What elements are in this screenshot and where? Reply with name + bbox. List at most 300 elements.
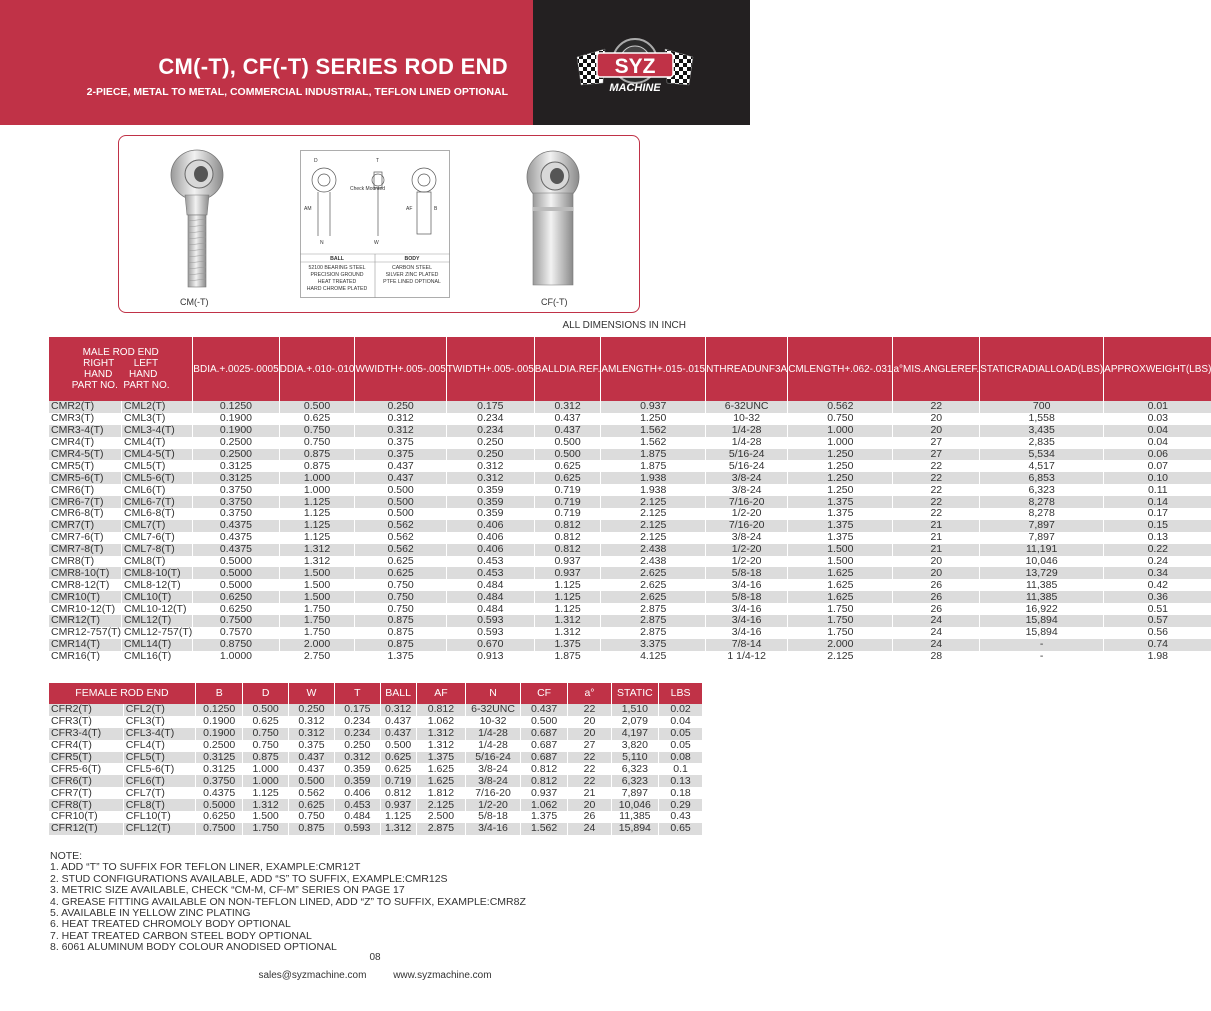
table-cell: 1/2-20 (706, 508, 788, 520)
table-cell: 0.1250 (195, 704, 242, 716)
table-cell: 11,385 (980, 579, 1104, 591)
table-cell: 2.125 (601, 532, 706, 544)
table-cell: 0.812 (416, 704, 466, 716)
table-cell: 0.01 (1104, 401, 1211, 413)
table-cell: 24 (893, 627, 980, 639)
table-cell: 0.875 (279, 460, 355, 472)
table-cell: 2,835 (980, 437, 1104, 449)
table-cell: CFL3(T) (123, 716, 195, 728)
col-header: AF (416, 683, 466, 704)
table-cell: CMR12(T) (49, 615, 122, 627)
table-cell: 3/4-16 (466, 823, 521, 835)
table-cell: 1/4-28 (466, 740, 521, 752)
table-row (49, 787, 702, 799)
male-rod-end-table (49, 337, 1211, 663)
table-cell: CML12(T) (122, 615, 193, 627)
table-row (49, 484, 1211, 496)
table-cell: 27 (568, 740, 611, 752)
table-cell: 0.875 (355, 627, 446, 639)
table-cell: 22 (568, 752, 611, 764)
table-row (49, 775, 702, 787)
table-cell: CFR12(T) (49, 823, 123, 835)
table-cell: CML7(T) (122, 520, 193, 532)
table-cell: 2.750 (279, 651, 355, 663)
part-no-label: PART NO. (71, 380, 118, 391)
table-cell: 22 (893, 496, 980, 508)
note-item: 7. HEAT TREATED CARBON STEEL BODY OPTIONAL (50, 929, 312, 942)
table-cell: 1.250 (788, 460, 893, 472)
table-cell: 0.65 (659, 823, 702, 835)
table-cell: 20 (568, 799, 611, 811)
table-cell: CFR5-6(T) (49, 763, 123, 775)
table-cell: 22 (893, 460, 980, 472)
table-cell: 0.875 (279, 449, 355, 461)
table-cell: CMR14(T) (49, 639, 122, 651)
table-row (49, 579, 1211, 591)
table-cell: 7/8-14 (706, 639, 788, 651)
table-cell: CML5-6(T) (122, 472, 193, 484)
table-cell: 1.375 (788, 520, 893, 532)
table-cell: 1.500 (788, 556, 893, 568)
footer-website[interactable]: www.syzmachine.com (393, 970, 492, 981)
table-cell: 1.250 (601, 413, 706, 425)
table-cell: 8,278 (980, 508, 1104, 520)
table-cell: CML5(T) (122, 460, 193, 472)
table-row (49, 639, 1211, 651)
dim-check-mounted: Check Mounted (350, 186, 386, 192)
table-cell: 6,323 (611, 763, 658, 775)
table-cell: 1.125 (534, 579, 601, 591)
table-cell: 0.250 (335, 740, 380, 752)
table-cell: 0.175 (446, 401, 534, 413)
table-cell: 0.312 (355, 413, 446, 425)
female-rod-end-image (523, 147, 583, 293)
table-row (49, 763, 702, 775)
table-cell: 1.062 (520, 799, 567, 811)
page-number: 08 (369, 952, 381, 963)
table-cell: 3,820 (611, 740, 658, 752)
table-cell: 1.125 (534, 591, 601, 603)
table-cell: 1.500 (279, 579, 355, 591)
table-cell: 0.625 (534, 472, 601, 484)
dim-am: AM (304, 206, 312, 212)
table-cell: 0.406 (446, 532, 534, 544)
table-cell: 0.812 (380, 787, 416, 799)
table-cell: 0.1900 (195, 728, 242, 740)
table-cell: 0.719 (534, 496, 601, 508)
table-row (49, 627, 1211, 639)
table-cell: 1.375 (520, 811, 567, 823)
table-cell: CFL10(T) (123, 811, 195, 823)
table-cell: 0.453 (446, 556, 534, 568)
table-cell: 5/8-18 (706, 567, 788, 579)
table-cell: 0.250 (446, 437, 534, 449)
hand-label: HAND (83, 369, 113, 380)
table-cell: CML6-7(T) (122, 496, 193, 508)
table-cell: 0.05 (659, 728, 702, 740)
table-cell: 2.875 (601, 627, 706, 639)
table-cell: 0.437 (355, 472, 446, 484)
table-cell: 15,894 (611, 823, 658, 835)
table-cell: 1.125 (534, 603, 601, 615)
table-row (49, 532, 1211, 544)
table-cell: 0.562 (788, 401, 893, 413)
table-cell: 1.0000 (193, 651, 279, 663)
table-cell: 0.312 (446, 460, 534, 472)
ball-heading: BALL (330, 256, 344, 262)
table-cell: 10,046 (611, 799, 658, 811)
table-cell: CMR2(T) (49, 401, 122, 413)
table-cell: 0.3125 (195, 763, 242, 775)
table-row (49, 472, 1211, 484)
table-cell: 0.250 (446, 449, 534, 461)
table-cell: 0.3125 (193, 472, 279, 484)
table-cell: 0.812 (520, 775, 567, 787)
table-cell: 0.14 (1104, 496, 1211, 508)
table-cell: 0.5000 (193, 567, 279, 579)
table-cell: 0.875 (243, 752, 288, 764)
table-cell: 1.312 (279, 544, 355, 556)
table-cell: CMR4(T) (49, 437, 122, 449)
table-cell: 0.359 (446, 496, 534, 508)
col-header: WWIDTH+.005-.005 (355, 337, 446, 401)
table-cell: 2.500 (416, 811, 466, 823)
table-cell: 0.51 (1104, 603, 1211, 615)
table-cell: - (980, 639, 1104, 651)
table-cell: 1.125 (279, 496, 355, 508)
table-cell: 0.625 (380, 752, 416, 764)
col-header: TWIDTH+.005-.005 (446, 337, 534, 401)
table-cell: 26 (893, 603, 980, 615)
table-row (49, 508, 1211, 520)
table-cell: 0.437 (380, 716, 416, 728)
table-row (49, 716, 702, 728)
col-header: DDIA.+.010-.010 (279, 337, 355, 401)
table-cell: 0.1900 (193, 413, 279, 425)
table-cell: 3/4-16 (706, 627, 788, 639)
table-cell: 2.875 (601, 603, 706, 615)
table-cell: 3/8-24 (706, 532, 788, 544)
table-cell: 13,729 (980, 567, 1104, 579)
col-header: a°MIS.ANGLEREF. (893, 337, 980, 401)
table-cell: 0.500 (279, 401, 355, 413)
col-header: CF (520, 683, 567, 704)
table-cell: 0.750 (355, 603, 446, 615)
table-cell: 0.3125 (195, 752, 242, 764)
table-cell: 0.406 (335, 787, 380, 799)
col-header: NTHREADUNF3A (706, 337, 788, 401)
table-cell: 0.484 (446, 603, 534, 615)
col-header: W (288, 683, 334, 704)
table-cell: 0.937 (380, 799, 416, 811)
table-cell: CMR6(T) (49, 484, 122, 496)
female-header-row (49, 683, 702, 704)
table-cell: CML10-12(T) (122, 603, 193, 615)
table-cell: 5/16-24 (466, 752, 521, 764)
table-cell: 4,517 (980, 460, 1104, 472)
table-cell: 0.3750 (195, 775, 242, 787)
table-cell: CMR6-8(T) (49, 508, 122, 520)
table-cell: 0.437 (380, 728, 416, 740)
table-cell: 5/8-18 (466, 811, 521, 823)
table-row (49, 740, 702, 752)
table-cell: 0.625 (279, 413, 355, 425)
table-cell: 1.500 (788, 544, 893, 556)
table-cell: 0.812 (534, 520, 601, 532)
table-row (49, 823, 702, 835)
table-cell: 3,435 (980, 425, 1104, 437)
table-row (49, 520, 1211, 532)
table-cell: 0.312 (355, 425, 446, 437)
table-cell: 0.500 (355, 508, 446, 520)
table-cell: 1.250 (788, 449, 893, 461)
table-cell: 26 (893, 579, 980, 591)
table-cell: 0.43 (659, 811, 702, 823)
table-cell: 1.875 (534, 651, 601, 663)
table-cell: 0.625 (380, 763, 416, 775)
table-cell: 0.4375 (193, 544, 279, 556)
table-cell: 1 1/4-12 (706, 651, 788, 663)
table-cell: 1.125 (279, 520, 355, 532)
table-cell: 1.312 (279, 556, 355, 568)
male-table-body (49, 401, 1211, 663)
table-cell: CFL12(T) (123, 823, 195, 835)
table-cell: 0.312 (288, 716, 334, 728)
table-cell: 0.687 (520, 728, 567, 740)
table-cell: CML8(T) (122, 556, 193, 568)
dim-b: B (434, 206, 438, 212)
table-cell: 8,278 (980, 496, 1104, 508)
table-row (49, 704, 702, 716)
table-cell: 0.7500 (193, 615, 279, 627)
table-cell: 1,510 (611, 704, 658, 716)
table-cell: 0.5000 (195, 799, 242, 811)
table-cell: 1.125 (380, 811, 416, 823)
part-no-label: PART NO. (123, 380, 170, 391)
table-cell: 20 (893, 556, 980, 568)
table-cell: 21 (893, 520, 980, 532)
table-cell: CML6-8(T) (122, 508, 193, 520)
table-cell: 0.484 (446, 579, 534, 591)
table-cell: 1.625 (788, 591, 893, 603)
table-cell: 0.234 (335, 716, 380, 728)
table-cell: 2.625 (601, 567, 706, 579)
table-cell: 0.10 (1104, 472, 1211, 484)
table-cell: 3/8-24 (466, 763, 521, 775)
table-row (49, 799, 702, 811)
table-cell: CFR2(T) (49, 704, 123, 716)
col-header: CMLENGTH+.062-.031 (788, 337, 893, 401)
table-cell: 0.36 (1104, 591, 1211, 603)
table-cell: 0.750 (279, 437, 355, 449)
table-cell: CMR5(T) (49, 460, 122, 472)
table-cell: 7/16-20 (466, 787, 521, 799)
table-cell: 1.375 (534, 639, 601, 651)
table-cell: 0.437 (534, 425, 601, 437)
table-cell: 0.4375 (193, 532, 279, 544)
table-cell: 0.08 (659, 752, 702, 764)
table-cell: 2.125 (416, 799, 466, 811)
table-cell: 1/2-20 (706, 556, 788, 568)
table-cell: 0.562 (355, 520, 446, 532)
table-cell: 0.687 (520, 740, 567, 752)
table-cell: 1.98 (1104, 651, 1211, 663)
table-cell: CMR3(T) (49, 413, 122, 425)
body-heading: BODY (404, 256, 420, 262)
table-cell: 11,385 (980, 591, 1104, 603)
table-cell: CML3-4(T) (122, 425, 193, 437)
table-cell: 10-32 (706, 413, 788, 425)
table-cell: 0.484 (446, 591, 534, 603)
table-cell: 0.500 (355, 484, 446, 496)
table-cell: 7/16-20 (706, 496, 788, 508)
table-cell: 5,534 (980, 449, 1104, 461)
table-cell: 0.375 (288, 740, 334, 752)
table-cell: 0.359 (335, 775, 380, 787)
table-row (49, 728, 702, 740)
table-cell: 2.000 (788, 639, 893, 651)
table-cell: 0.175 (335, 704, 380, 716)
dimensions-note: ALL DIMENSIONS IN INCH (562, 320, 686, 331)
table-cell: CFR3-4(T) (49, 728, 123, 740)
table-cell: 1.500 (279, 591, 355, 603)
table-cell: 0.750 (243, 728, 288, 740)
table-cell: 0.04 (1104, 425, 1211, 437)
table-cell: 0.670 (446, 639, 534, 651)
table-cell: 20 (568, 728, 611, 740)
table-cell: CMR5-6(T) (49, 472, 122, 484)
male-header-row (49, 337, 1211, 401)
table-cell: 1.312 (416, 740, 466, 752)
female-table-body (49, 704, 702, 835)
table-cell: 0.1 (659, 763, 702, 775)
table-cell: 0.562 (355, 544, 446, 556)
table-cell: 1.938 (601, 472, 706, 484)
table-cell: 24 (893, 615, 980, 627)
table-cell: 0.6250 (195, 811, 242, 823)
body-line: SILVER ZINC PLATED (385, 272, 439, 278)
table-cell: 0.312 (446, 472, 534, 484)
ball-line: 52100 BEARING STEEL (308, 265, 366, 271)
table-cell: 1.375 (788, 532, 893, 544)
table-cell: 24 (893, 639, 980, 651)
table-cell: CFR5(T) (49, 752, 123, 764)
table-cell: 2.875 (416, 823, 466, 835)
table-cell: 0.913 (446, 651, 534, 663)
table-cell: 2.125 (788, 651, 893, 663)
table-cell: 15,894 (980, 615, 1104, 627)
table-cell: 0.625 (534, 460, 601, 472)
table-cell: 3/4-16 (706, 603, 788, 615)
table-row (49, 496, 1211, 508)
table-cell: 0.453 (446, 567, 534, 579)
table-cell: 0.15 (1104, 520, 1211, 532)
table-cell: 1.312 (380, 823, 416, 835)
col-header: LBS (659, 683, 702, 704)
table-row (49, 460, 1211, 472)
footer-email[interactable]: sales@syzmachine.com (258, 970, 367, 981)
table-cell: 1.750 (279, 615, 355, 627)
table-cell: 0.7500 (195, 823, 242, 835)
table-row (49, 401, 1211, 413)
table-cell: 22 (568, 763, 611, 775)
table-cell: 0.05 (659, 740, 702, 752)
col-header: BDIA.+.0025-.0005 (193, 337, 279, 401)
table-cell: 1.000 (243, 775, 288, 787)
note-item: 6. HEAT TREATED CHROMOLY BODY OPTIONAL (50, 918, 291, 931)
male-rod-end-image (163, 145, 231, 293)
note-item: 5. AVAILABLE IN YELLOW ZINC PLATING (50, 907, 251, 920)
table-cell: 21 (893, 532, 980, 544)
table-cell: 3/4-16 (706, 579, 788, 591)
table-cell: 0.812 (520, 763, 567, 775)
table-cell: 0.750 (288, 811, 334, 823)
col-header: B (195, 683, 242, 704)
ball-line: PRECISION GROUND (310, 272, 364, 278)
page-title: CM(-T), CF(-T) SERIES ROD END (158, 54, 508, 79)
table-cell: 2.625 (601, 591, 706, 603)
table-cell: 1.000 (788, 437, 893, 449)
logo-text: SYZ (614, 55, 656, 78)
table-cell: 2.125 (601, 496, 706, 508)
table-cell: 0.562 (288, 787, 334, 799)
table-cell: 1.500 (279, 567, 355, 579)
table-cell: 0.1900 (195, 716, 242, 728)
table-cell: 0.562 (355, 532, 446, 544)
table-cell: 0.406 (446, 520, 534, 532)
notes-heading: NOTE: (50, 850, 83, 862)
table-cell: 0.625 (288, 799, 334, 811)
table-cell: 0.312 (335, 752, 380, 764)
ball-line: HARD CHROME PLATED (306, 286, 368, 292)
table-cell: 0.937 (520, 787, 567, 799)
table-row (49, 651, 1211, 663)
table-row (49, 413, 1211, 425)
table-cell: 0.437 (355, 460, 446, 472)
table-cell: 0.719 (534, 484, 601, 496)
table-cell: 0.719 (380, 775, 416, 787)
table-cell: 22 (568, 775, 611, 787)
table-cell: 0.57 (1104, 615, 1211, 627)
table-cell: CML4-5(T) (122, 449, 193, 461)
table-cell: CFR3(T) (49, 716, 123, 728)
table-cell: 1.750 (788, 603, 893, 615)
table-cell: 21 (568, 787, 611, 799)
table-cell: 0.500 (534, 449, 601, 461)
table-cell: 22 (893, 484, 980, 496)
table-cell: 0.42 (1104, 579, 1211, 591)
table-cell: 0.593 (446, 615, 534, 627)
table-cell: 1.312 (243, 799, 288, 811)
table-cell: 0.812 (534, 544, 601, 556)
table-row (49, 567, 1211, 579)
table-cell: 2.438 (601, 556, 706, 568)
col-header: T (335, 683, 380, 704)
table-cell: CFL2(T) (123, 704, 195, 716)
table-cell: 0.500 (380, 740, 416, 752)
male-part-header (49, 337, 193, 401)
table-cell: 20 (568, 716, 611, 728)
table-cell: 1.625 (788, 567, 893, 579)
col-header: APPROXWEIGHT(LBS) (1104, 337, 1211, 401)
table-cell: 7,897 (980, 532, 1104, 544)
col-header: BALL (380, 683, 416, 704)
table-cell: CML6(T) (122, 484, 193, 496)
table-cell: 1/4-28 (706, 437, 788, 449)
table-cell: 6-32UNC (466, 704, 521, 716)
table-cell: CFL7(T) (123, 787, 195, 799)
table-cell: 0.04 (659, 716, 702, 728)
